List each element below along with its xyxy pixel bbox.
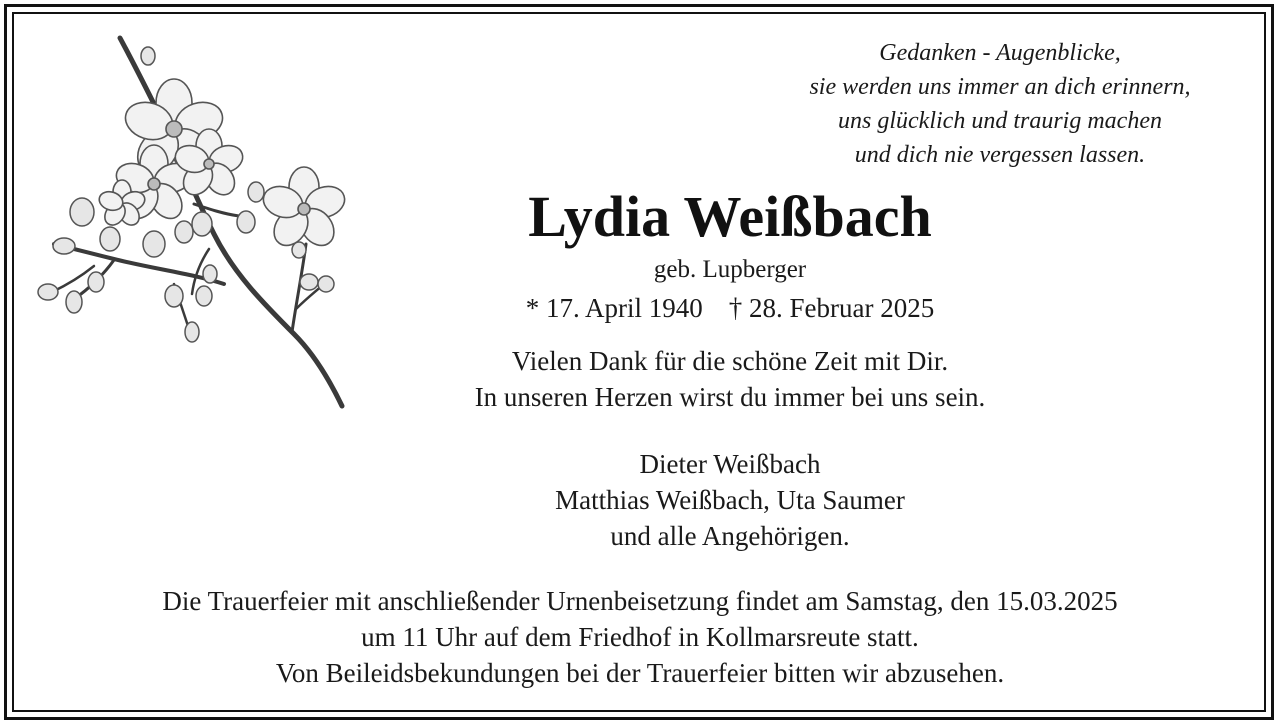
notice-line: Die Trauerfeier mit anschließender Urnenbeisetzung findet am Samstag, den 15.03.2025: [162, 586, 1118, 616]
notice-line: Von Beileidsbekundungen bei der Trauerfeier bitten wir abzusehen.: [275, 658, 1005, 688]
funeral-notice: [20, 583, 1260, 691]
birth-date: * 17. April 1940: [525, 293, 703, 323]
thanks-line: In unseren Herzen wirst du immer bei uns sein.: [474, 382, 986, 412]
notice-line: um 11 Uhr auf dem Friedhof in Kollmarsreute statt.: [361, 622, 919, 652]
poem-line: uns glücklich und traurig machen: [838, 108, 1162, 134]
poem-line: Gedanken - Augenblicke,: [879, 40, 1121, 66]
deceased-name: Lydia Weißbach: [528, 184, 932, 249]
maiden-name: geb. Lupberger: [653, 256, 807, 283]
life-dates: [340, 290, 1120, 326]
mourner-line: Matthias Weißbach, Uta Saumer: [555, 485, 905, 515]
mourner-line: und alle Angehörigen.: [610, 521, 850, 551]
thanks-line: Vielen Dank für die schöne Zeit mit Dir.: [511, 346, 949, 376]
mourners-list: [340, 446, 1120, 554]
cherry-blossom-branch-icon: [34, 34, 354, 414]
mourner-line: Dieter Weißbach: [639, 449, 821, 479]
poem-line: sie werden uns immer an dich erinnern,: [809, 74, 1191, 100]
memorial-poem: [740, 36, 1260, 172]
death-date: † 28. Februar 2025: [728, 293, 935, 323]
thanks-text: [340, 343, 1120, 415]
poem-line: und dich nie vergessen lassen.: [854, 142, 1146, 168]
